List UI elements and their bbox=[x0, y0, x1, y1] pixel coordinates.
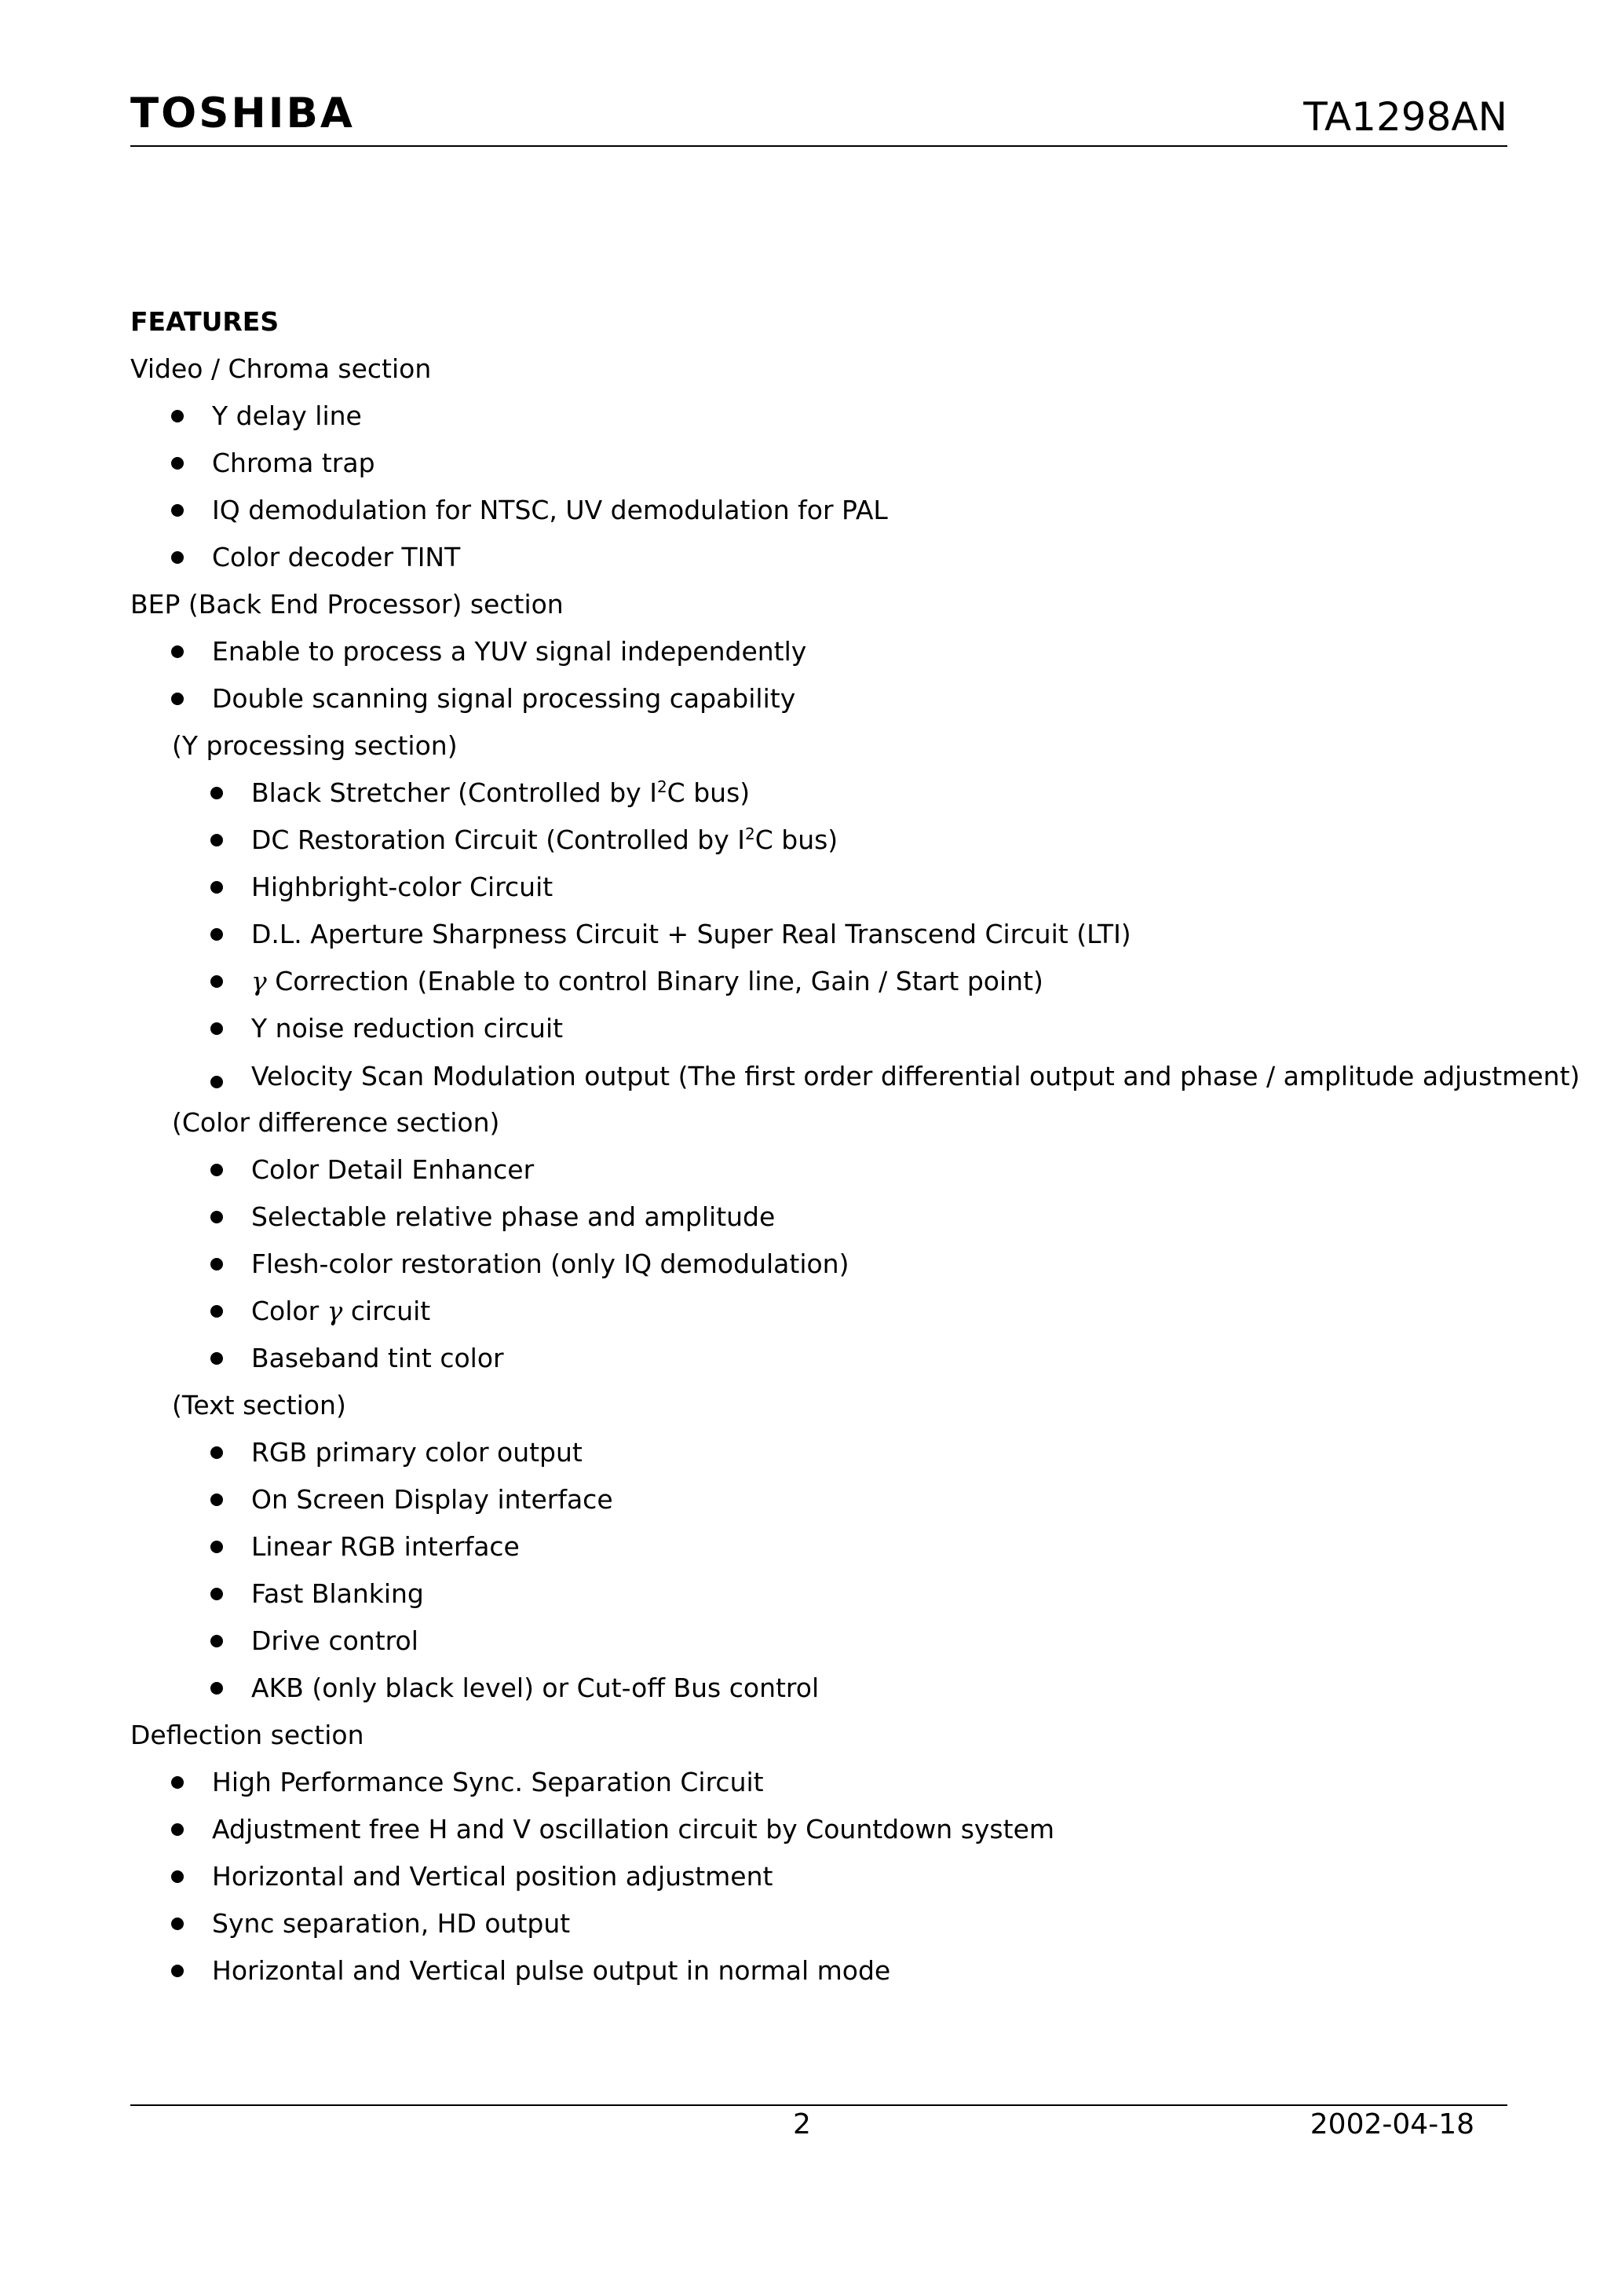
brand-logo: TOSHIBA bbox=[130, 90, 355, 137]
bullet-icon bbox=[210, 1258, 223, 1270]
features-content bbox=[130, 298, 1580, 1994]
color-difference-title: (Color difference section) bbox=[172, 1107, 500, 1138]
list-item bbox=[130, 1241, 1507, 1288]
list-item-text: AKB (only black level) or Cut-off Bus control bbox=[251, 1673, 820, 1703]
list-item-text: Color decoder TINT bbox=[212, 542, 461, 572]
text-section-title: (Text section) bbox=[172, 1390, 346, 1420]
list-item bbox=[130, 1806, 1507, 1853]
list-item bbox=[130, 1947, 1507, 1994]
bullet-icon bbox=[171, 504, 184, 517]
list-item-text: IQ demodulation for NTSC, UV demodulation for PAL bbox=[212, 495, 888, 525]
list-item bbox=[130, 1194, 1507, 1241]
list-item bbox=[130, 440, 1507, 487]
list-item-text: Color bbox=[251, 1296, 320, 1326]
list-item bbox=[130, 911, 1507, 958]
list-item-text: Flesh-color restoration (only IQ demodulation) bbox=[251, 1249, 849, 1279]
publish-date: 2002-04-18 bbox=[1310, 2108, 1474, 2141]
list-item bbox=[130, 1335, 1507, 1382]
list-item-text: Selectable relative phase and amplitude bbox=[251, 1201, 776, 1232]
part-number: TA1298AN bbox=[1303, 94, 1507, 140]
list-item-text: Sync separation, HD output bbox=[212, 1908, 571, 1939]
list-item bbox=[130, 675, 1507, 722]
list-item bbox=[130, 487, 1507, 534]
list-item bbox=[130, 1618, 1507, 1665]
gamma-symbol: γ bbox=[251, 966, 267, 996]
list-item bbox=[130, 534, 1507, 581]
list-item-text: Chroma trap bbox=[212, 448, 375, 478]
list-item-text: Double scanning signal processing capability bbox=[212, 683, 796, 714]
list-item-text: C bus) bbox=[667, 777, 751, 808]
gamma-symbol: γ bbox=[327, 1296, 343, 1326]
video-chroma-title: Video / Chroma section bbox=[130, 353, 432, 384]
bullet-icon bbox=[210, 1446, 223, 1459]
header-rule bbox=[130, 145, 1507, 147]
list-item bbox=[130, 1900, 1507, 1947]
list-item-text: On Screen Display interface bbox=[251, 1484, 613, 1515]
list-item bbox=[130, 1146, 1507, 1194]
bullet-icon bbox=[210, 834, 223, 846]
list-item-text: D.L. Aperture Sharpness Circuit + Super Real Transcend Circuit (LTI) bbox=[251, 919, 1131, 949]
bullet-icon bbox=[171, 551, 184, 564]
list-item bbox=[130, 817, 1507, 864]
bullet-icon bbox=[210, 1352, 223, 1365]
list-item bbox=[130, 1523, 1507, 1570]
bullet-icon bbox=[210, 1022, 223, 1035]
list-item-text: Black Stretcher (Controlled by I bbox=[251, 777, 657, 808]
list-item bbox=[130, 1429, 1507, 1476]
list-item bbox=[130, 1288, 1507, 1335]
list-item-text: Horizontal and Vertical pulse output in normal mode bbox=[212, 1955, 891, 1986]
bullet-icon bbox=[171, 1776, 184, 1789]
list-item-text: Horizontal and Vertical position adjustment bbox=[212, 1861, 773, 1892]
list-item-text: Highbright-color Circuit bbox=[251, 872, 553, 902]
list-item-text: RGB primary color output bbox=[251, 1437, 583, 1468]
list-item-text: circuit bbox=[350, 1296, 431, 1326]
superscript: 2 bbox=[656, 777, 667, 796]
bullet-icon bbox=[171, 1918, 184, 1930]
bullet-icon bbox=[171, 645, 184, 658]
bullet-icon bbox=[210, 1635, 223, 1647]
bullet-icon bbox=[210, 1493, 223, 1506]
bullet-icon bbox=[171, 693, 184, 705]
list-item-text: Y delay line bbox=[212, 400, 362, 431]
bullet-icon bbox=[210, 881, 223, 894]
bullet-icon bbox=[210, 1588, 223, 1600]
list-item bbox=[130, 1005, 1507, 1052]
y-processing-title: (Y processing section) bbox=[172, 730, 458, 761]
list-item bbox=[130, 958, 1507, 1005]
superscript: 2 bbox=[744, 824, 755, 843]
bullet-icon bbox=[171, 410, 184, 422]
list-item-text: Enable to process a YUV signal independently bbox=[212, 636, 807, 667]
list-item bbox=[130, 1570, 1507, 1618]
bullet-icon bbox=[210, 1211, 223, 1223]
list-item-text: Linear RGB interface bbox=[251, 1531, 520, 1562]
list-item-text: DC Restoration Circuit (Controlled by I bbox=[251, 824, 745, 855]
list-item-text: Color Detail Enhancer bbox=[251, 1154, 535, 1185]
list-item-text: Fast Blanking bbox=[251, 1578, 424, 1609]
bullet-icon bbox=[210, 928, 223, 941]
bullet-icon bbox=[210, 1682, 223, 1695]
list-item bbox=[130, 1052, 1580, 1099]
bullet-icon bbox=[171, 1823, 184, 1836]
list-item-text: Y noise reduction circuit bbox=[251, 1013, 564, 1044]
list-item bbox=[130, 1476, 1507, 1523]
list-item bbox=[130, 864, 1507, 911]
list-item bbox=[130, 393, 1507, 440]
list-item-text: Adjustment free H and V oscillation circuit by Countdown system bbox=[212, 1814, 1055, 1844]
list-item-text: High Performance Sync. Separation Circuit bbox=[212, 1767, 764, 1797]
list-item-text: C bus) bbox=[754, 824, 838, 855]
bullet-icon bbox=[210, 1305, 223, 1318]
bullet-icon bbox=[171, 1965, 184, 1977]
list-item bbox=[130, 1665, 1507, 1712]
bullet-icon bbox=[210, 1076, 223, 1088]
bullet-icon bbox=[210, 975, 223, 988]
list-item-text: Baseband tint color bbox=[251, 1343, 504, 1373]
bullet-icon bbox=[171, 457, 184, 470]
bullet-icon bbox=[210, 1541, 223, 1553]
list-item-text: Correction (Enable to control Binary line, Gain / Start point) bbox=[275, 966, 1043, 996]
list-item-text: Velocity Scan Modulation output (The first order differential output and phase / amplitude adjustment) bbox=[251, 1061, 1580, 1091]
bullet-icon bbox=[210, 1164, 223, 1176]
bullet-icon bbox=[171, 1870, 184, 1883]
list-item bbox=[130, 628, 1507, 675]
page-number: 2 bbox=[793, 2108, 811, 2141]
list-item-text: Drive control bbox=[251, 1625, 418, 1656]
footer-rule bbox=[130, 2104, 1507, 2106]
bep-title: BEP (Back End Processor) section bbox=[130, 589, 564, 620]
list-item bbox=[130, 770, 1507, 817]
list-item bbox=[130, 1853, 1507, 1900]
list-item bbox=[130, 1759, 1507, 1806]
features-heading: FEATURES bbox=[130, 306, 279, 337]
bullet-icon bbox=[210, 787, 223, 799]
deflection-title: Deflection section bbox=[130, 1720, 364, 1750]
